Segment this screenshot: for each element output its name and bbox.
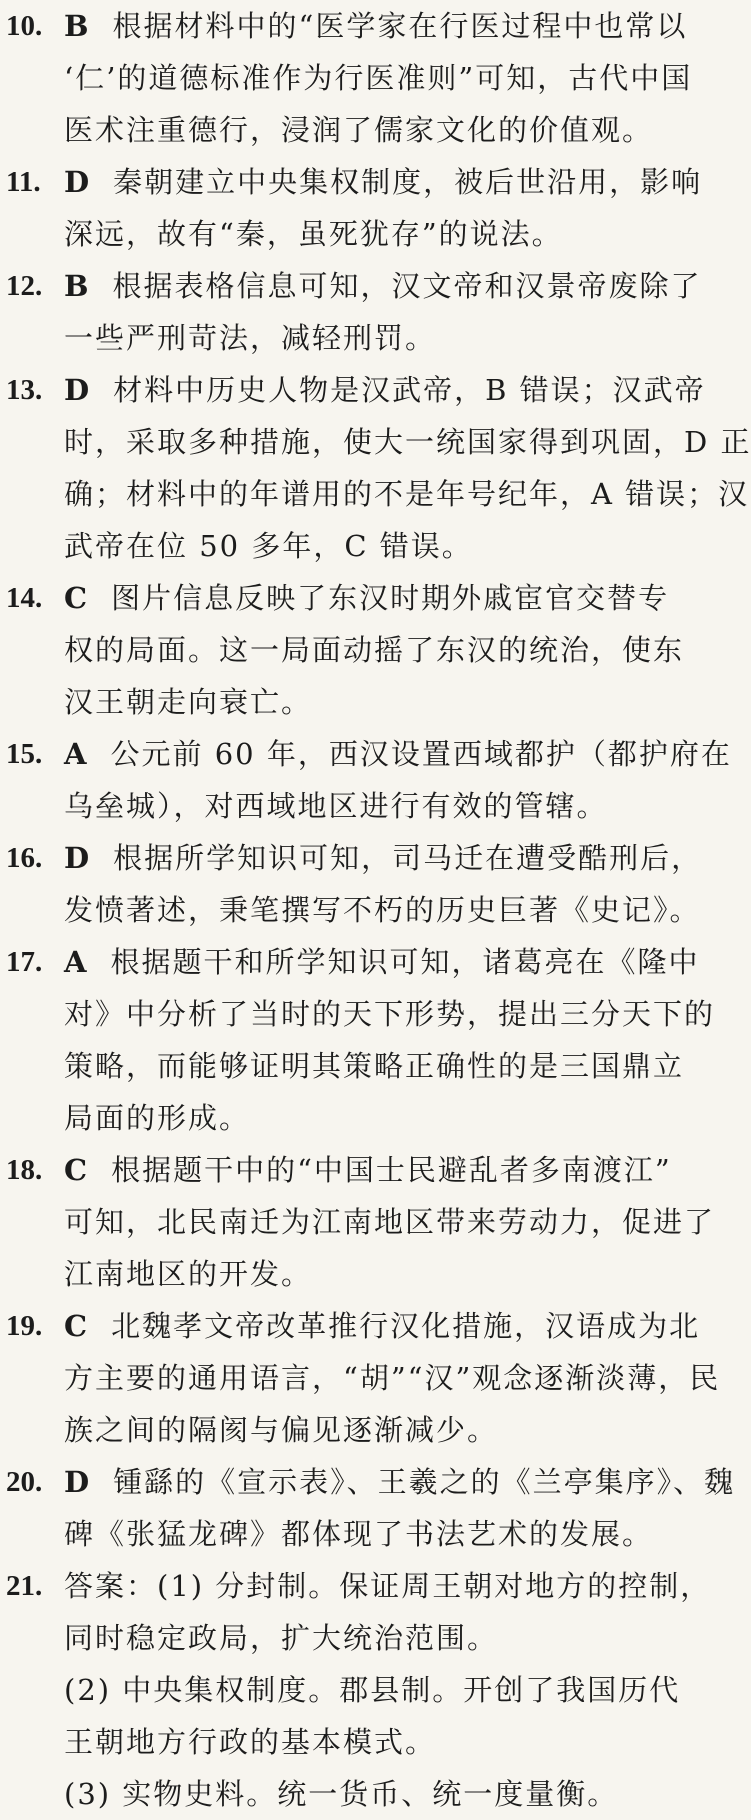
answer-choice: A bbox=[64, 945, 89, 979]
answer-explanation-text: 秦朝建立中央集权制度，被后世沿用，影响 bbox=[113, 165, 703, 199]
answer-entry bbox=[6, 364, 751, 572]
answer-text-line bbox=[56, 1144, 672, 1196]
answer-explanation-text: 碑《张猛龙碑》都体现了书法艺术的发展。 bbox=[64, 1517, 654, 1551]
answer-text-line bbox=[64, 1716, 649, 1768]
question-number: 15. bbox=[6, 738, 43, 770]
answer-explanation-text: ‘仁’的道德标准作为行医准则”可知，古代中国 bbox=[64, 61, 693, 95]
answer-explanation-text: 医术注重德行，浸润了儒家文化的价值观。 bbox=[64, 113, 654, 147]
answer-explanation-text: 根据题干和所学知识可知，诸葛亮在《隆中 bbox=[110, 945, 700, 979]
answer-explanation-text: 材料中历史人物是汉武帝，B 错误；汉武帝 bbox=[113, 373, 706, 407]
answer-text-line bbox=[64, 884, 701, 936]
answer-text-line bbox=[56, 728, 732, 780]
answer-text-line bbox=[56, 936, 700, 988]
question-number: 19. bbox=[6, 1310, 43, 1342]
answer-entry bbox=[6, 1456, 736, 1560]
answer-text-line bbox=[64, 312, 649, 364]
answer-explanation-text: 乌垒城），对西域地区进行有效的管辖。 bbox=[64, 789, 608, 823]
answer-text-line bbox=[64, 1352, 721, 1404]
answer-explanation-text: 王朝地方行政的基本模式。 bbox=[64, 1725, 437, 1759]
answer-explanation-text: 答案：(1) 分封制。保证周王朝对地方的控制， bbox=[64, 1569, 712, 1603]
answer-choice: C bbox=[64, 1309, 90, 1343]
answer-text-line bbox=[64, 1612, 649, 1664]
answer-list bbox=[6, 0, 751, 1820]
answer-choice: D bbox=[64, 841, 92, 875]
answer-explanation-text: 策略，而能够证明其策略正确性的是三国鼎立 bbox=[64, 1049, 685, 1083]
answer-explanation-text: 武帝在位 50 多年，C 错误。 bbox=[64, 529, 473, 563]
answer-text-line bbox=[64, 1508, 654, 1560]
answer-explanation-text: 时，采取多种措施，使大一统国家得到巩固，D 正 bbox=[64, 425, 751, 459]
answer-choice: C bbox=[64, 581, 90, 615]
answer-explanation-text: 权的局面。这一局面动摇了东汉的统治，使东 bbox=[64, 633, 685, 667]
answer-text-line bbox=[56, 364, 706, 416]
answer-text-line bbox=[56, 156, 703, 208]
answer-text-line bbox=[64, 416, 751, 468]
answer-entry bbox=[6, 572, 685, 728]
answer-text-line bbox=[64, 468, 750, 520]
answer-entry bbox=[6, 1300, 721, 1456]
answer-choice: B bbox=[64, 9, 91, 43]
question-number: 16. bbox=[6, 842, 43, 874]
answer-choice: D bbox=[64, 165, 92, 199]
answer-explanation-text: 方主要的通用语言，“胡”“汉”观念逐渐淡薄，民 bbox=[64, 1361, 721, 1395]
answer-explanation-text: 江南地区的开发。 bbox=[64, 1257, 313, 1291]
answer-choice: C bbox=[64, 1153, 90, 1187]
answer-text-line bbox=[56, 1300, 701, 1352]
answer-explanation-text: 确；材料中的年谱用的不是年号纪年，A 错误；汉 bbox=[64, 477, 750, 511]
answer-explanation-text: (2) 中央集权制度。郡县制。开创了我国历代 bbox=[64, 1673, 681, 1707]
answer-explanation-text: 同时稳定政局，扩大统治范围。 bbox=[64, 1621, 499, 1655]
answer-text-line bbox=[64, 1040, 685, 1092]
answer-choice: D bbox=[64, 1465, 92, 1499]
answer-text-line bbox=[64, 1196, 716, 1248]
answer-text-line bbox=[56, 832, 703, 884]
answer-explanation-text: 一些严刑苛法，减轻刑罚。 bbox=[64, 321, 437, 355]
answer-explanation-text: 局面的形成。 bbox=[64, 1101, 251, 1135]
answer-choice: B bbox=[64, 269, 91, 303]
answer-entry bbox=[6, 156, 703, 260]
answer-text-line bbox=[64, 1248, 649, 1300]
answer-entry bbox=[6, 936, 716, 1144]
answer-text-line bbox=[56, 1456, 736, 1508]
answer-explanation-text: 根据表格信息可知，汉文帝和汉景帝废除了 bbox=[112, 269, 702, 303]
question-number: 20. bbox=[6, 1466, 43, 1498]
answer-explanation-text: 可知，北民南迁为江南地区带来劳动力，促进了 bbox=[64, 1205, 716, 1239]
answer-explanation-text: (3) 实物史料。统一货币、统一度量衡。 bbox=[64, 1777, 619, 1811]
answer-entry bbox=[6, 728, 732, 832]
answer-text-line bbox=[56, 0, 688, 52]
answer-choice: D bbox=[64, 373, 92, 407]
answer-explanation-text: 北魏孝文帝改革推行汉化措施，汉语成为北 bbox=[111, 1309, 701, 1343]
answer-text-line bbox=[64, 104, 654, 156]
answer-text-line bbox=[64, 208, 649, 260]
answer-text-line bbox=[64, 520, 649, 572]
answer-text-line bbox=[64, 988, 716, 1040]
answer-explanation-text: 公元前 60 年，西汉设置西域都护（都护府在 bbox=[110, 737, 732, 771]
answer-text-line bbox=[64, 1092, 649, 1144]
question-number: 17. bbox=[6, 946, 43, 978]
answer-choice: A bbox=[64, 737, 89, 771]
answer-explanation-text: 根据材料中的“医学家在行医过程中也常以 bbox=[112, 9, 688, 43]
answer-text-line bbox=[64, 1560, 712, 1612]
answer-entry bbox=[6, 1144, 716, 1300]
question-number: 14. bbox=[6, 582, 43, 614]
question-number: 12. bbox=[6, 270, 43, 302]
answer-entry bbox=[6, 1560, 712, 1820]
answer-entry bbox=[6, 260, 702, 364]
question-number: 11. bbox=[6, 166, 41, 198]
answer-text-line bbox=[64, 1404, 649, 1456]
answer-entry bbox=[6, 0, 693, 156]
answer-text-line bbox=[64, 676, 649, 728]
answer-text-line bbox=[56, 572, 670, 624]
answer-explanation-text: 汉王朝走向衰亡。 bbox=[64, 685, 313, 719]
answer-entry bbox=[6, 832, 703, 936]
question-number: 21. bbox=[6, 1570, 43, 1602]
answer-explanation-text: 深远，故有“秦，虽死犹存”的说法。 bbox=[64, 217, 563, 251]
question-number: 10. bbox=[6, 10, 43, 42]
answer-explanation-text: 根据所学知识可知，司马迁在遭受酷刑后， bbox=[113, 841, 703, 875]
answer-explanation-text: 锺繇的《宣示表》、王羲之的《兰亭集序》、魏 bbox=[113, 1465, 736, 1499]
answer-explanation-text: 族之间的隔阂与偏见逐渐减少。 bbox=[64, 1413, 499, 1447]
answer-text-line bbox=[64, 52, 693, 104]
answer-text-line bbox=[56, 260, 702, 312]
question-number: 18. bbox=[6, 1154, 43, 1186]
answer-text-line bbox=[64, 1664, 681, 1716]
answer-explanation-text: 发愤著述，秉笔撰写不朽的历史巨著《史记》。 bbox=[64, 893, 701, 927]
answer-explanation-text: 对》中分析了当时的天下形势，提出三分天下的 bbox=[64, 997, 716, 1031]
answer-text-line bbox=[64, 780, 649, 832]
answer-explanation-text: 图片信息反映了东汉时期外戚宦官交替专 bbox=[111, 581, 670, 615]
answer-text-line bbox=[64, 1768, 649, 1820]
question-number: 13. bbox=[6, 374, 43, 406]
answer-text-line bbox=[64, 624, 685, 676]
answer-explanation-text: 根据题干中的“中国士民避乱者多南渡江” bbox=[111, 1153, 672, 1187]
